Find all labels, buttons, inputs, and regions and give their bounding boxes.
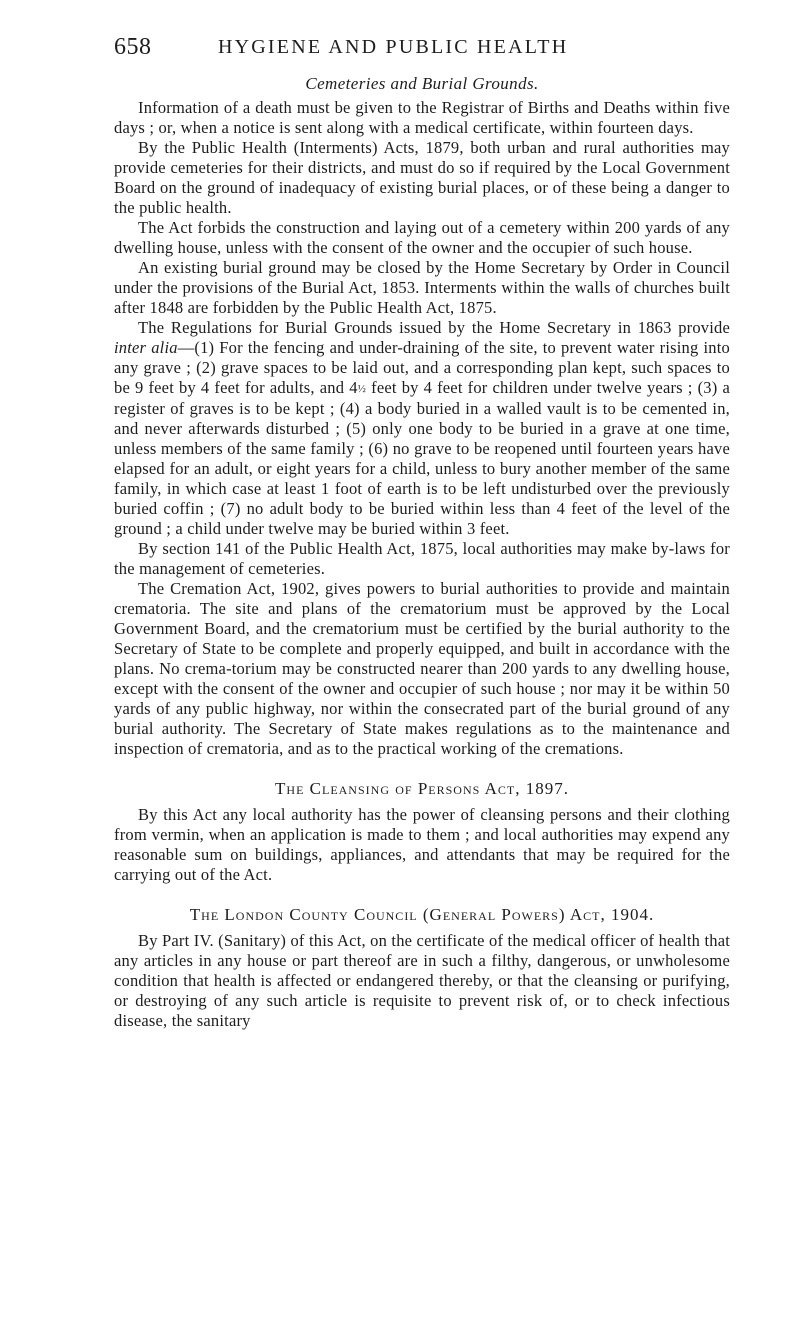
section-title-cleansing-act: The Cleansing of Persons Act, 1897. <box>275 779 569 798</box>
text-run: The Regulations for Burial Grounds issued by the Home Secretary in 1863 provide <box>138 318 730 337</box>
paragraph: The Cremation Act, 1902, gives powers to burial authorities to provide and maintain crematoria. The site and plans of the crematorium must be approved by the Local Government Board, and the crematorium must be certified by the burial authority to the Secretary of State to be complete and properly equipped, and built in accordance with the plans. No crema-torium may be constructed nearer than 200 yards to any dwelling house, except with the consent of the owner and occupier of such house ; nor may it be within 50 yards of any public highway, nor within the consecrated part of the burial ground of any burial authority. The Secretary of State makes regulations as to the maintenance and inspection of crematoria, and as to the practical working of the cremations. <box>114 579 730 758</box>
paragraph: By section 141 of the Public Health Act, 1875, local authorities may make by-laws for the management of cemeteries. <box>114 539 730 578</box>
text-run: feet by 4 feet for children under twelve years ; (3) a register of graves is to be kept ; (4) a body buried in a walled vault is to be cemented in, and never afterwards disturbed ; (5) only one body to be buried in a grave at one time, unless members of the same family ; (6) no grave to be reopened until fourteen years have elapsed for an adult, or eight years for a child, unless to bury another member of the same family, in which case at least 1 foot of earth is to be left undisturbed over the previously buried coffin ; (7) no adult body to be buried within less than 4 feet of the level of the ground ; a child under twelve may be buried within 3 feet. <box>114 378 730 538</box>
page-header <box>114 34 730 70</box>
fraction: ½ <box>357 383 367 395</box>
page-number: 658 <box>114 34 152 60</box>
section-title-cemeteries: Cemeteries and Burial Grounds. <box>305 74 539 93</box>
paragraph-regulations <box>114 318 730 539</box>
section-title-lcc-act: The London County Council (General Powers) Act, 1904. <box>189 905 655 924</box>
paragraph: An existing burial ground may be closed by the Home Secretary by Order in Council under the provisions of the Burial Act, 1853. Interments within the walls of churches built after 1848 are forbidden by the Public Health Act, 1875. <box>114 258 730 317</box>
text-run: —(1) For the fencing and under-draining of the site, to prevent water rising into any grave ; (2) grave spaces to be laid out, and a corresponding plan kept, such spaces to be 9 feet by 4 feet for adults, and 4 <box>114 338 730 397</box>
paragraph: By this Act any local authority has the power of cleansing persons and their clothing from vermin, when an application is made to them ; and local authorities may expend any reasonable sum on buildings, appliances, and attendants that may be required for the carrying out of the Act. <box>114 805 730 884</box>
running-head: HYGIENE AND PUBLIC HEALTH <box>218 36 569 58</box>
paragraph: The Act forbids the construction and laying out of a cemetery within 200 yards of any dwelling house, unless with the consent of the owner and the occupier of such house. <box>114 218 730 257</box>
paragraph: By the Public Health (Interments) Acts, 1879, both urban and rural authorities may provide cemeteries for their districts, and must do so if required by the Local Government Board on the ground of inadequacy of existing burial places, or of these being a danger to the public health. <box>114 138 730 217</box>
italic-phrase: inter alia <box>114 338 178 357</box>
paragraph: By Part IV. (Sanitary) of this Act, on the certificate of the medical officer of health that any articles in any house or part thereof are in such a filthy, dangerous, or unwholesome condition that health is affected or endangered thereby, or that the cleansing or purifying, or destroying of any such article is requisite to prevent risk of, or to check infectious disease, the sanitary <box>114 931 730 1030</box>
paragraph: Information of a death must be given to the Registrar of Births and Deaths within five days ; or, when a notice is sent along with a medical certificate, within fourteen days. <box>114 98 730 137</box>
